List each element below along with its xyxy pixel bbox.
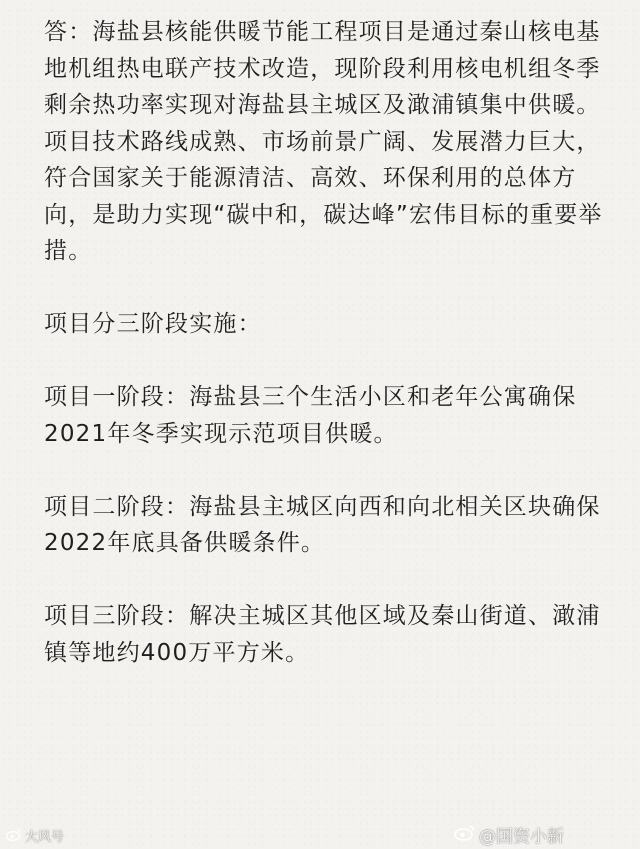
weibo-icon <box>6 827 22 845</box>
weibo-icon <box>454 823 476 846</box>
watermark-left <box>6 826 64 845</box>
watermark-right <box>454 822 564 847</box>
phases-intro: 项目分三阶段实施： <box>44 311 262 337</box>
article-body <box>44 14 604 671</box>
watermark-right-text: @国资小新 <box>479 827 564 847</box>
watermark-bar <box>0 822 640 849</box>
phase-two-paragraph: 项目二阶段：海盐县主城区向西和向北相关区块确保2022年底具备供暖条件。 <box>44 493 601 556</box>
watermark-left-text: 大风号 <box>25 830 65 845</box>
answer-paragraph: 答：海盐县核能供暖节能工程项目是通过秦山核电基地机组热电联产技术改造，现阶段利用核电机组冬季剩余热功率实现对海盐县主城区及澉浦镇集中供暖。项目技术路线成熟、市场前景广阔、发展潜力巨大，符合国家关于能源清洁、高效、环保利用的总体方向，是助力实现“碳中和，碳达峰”宏伟目标的重要举措。 <box>44 19 603 264</box>
phase-three-paragraph: 项目三阶段：解决主城区其他区域及秦山街道、澉浦镇等地约400万平方米。 <box>44 603 601 666</box>
phase-one-paragraph: 项目一阶段：海盐县三个生活小区和老年公寓确保2021年冬季实现示范项目供暖。 <box>44 384 577 447</box>
